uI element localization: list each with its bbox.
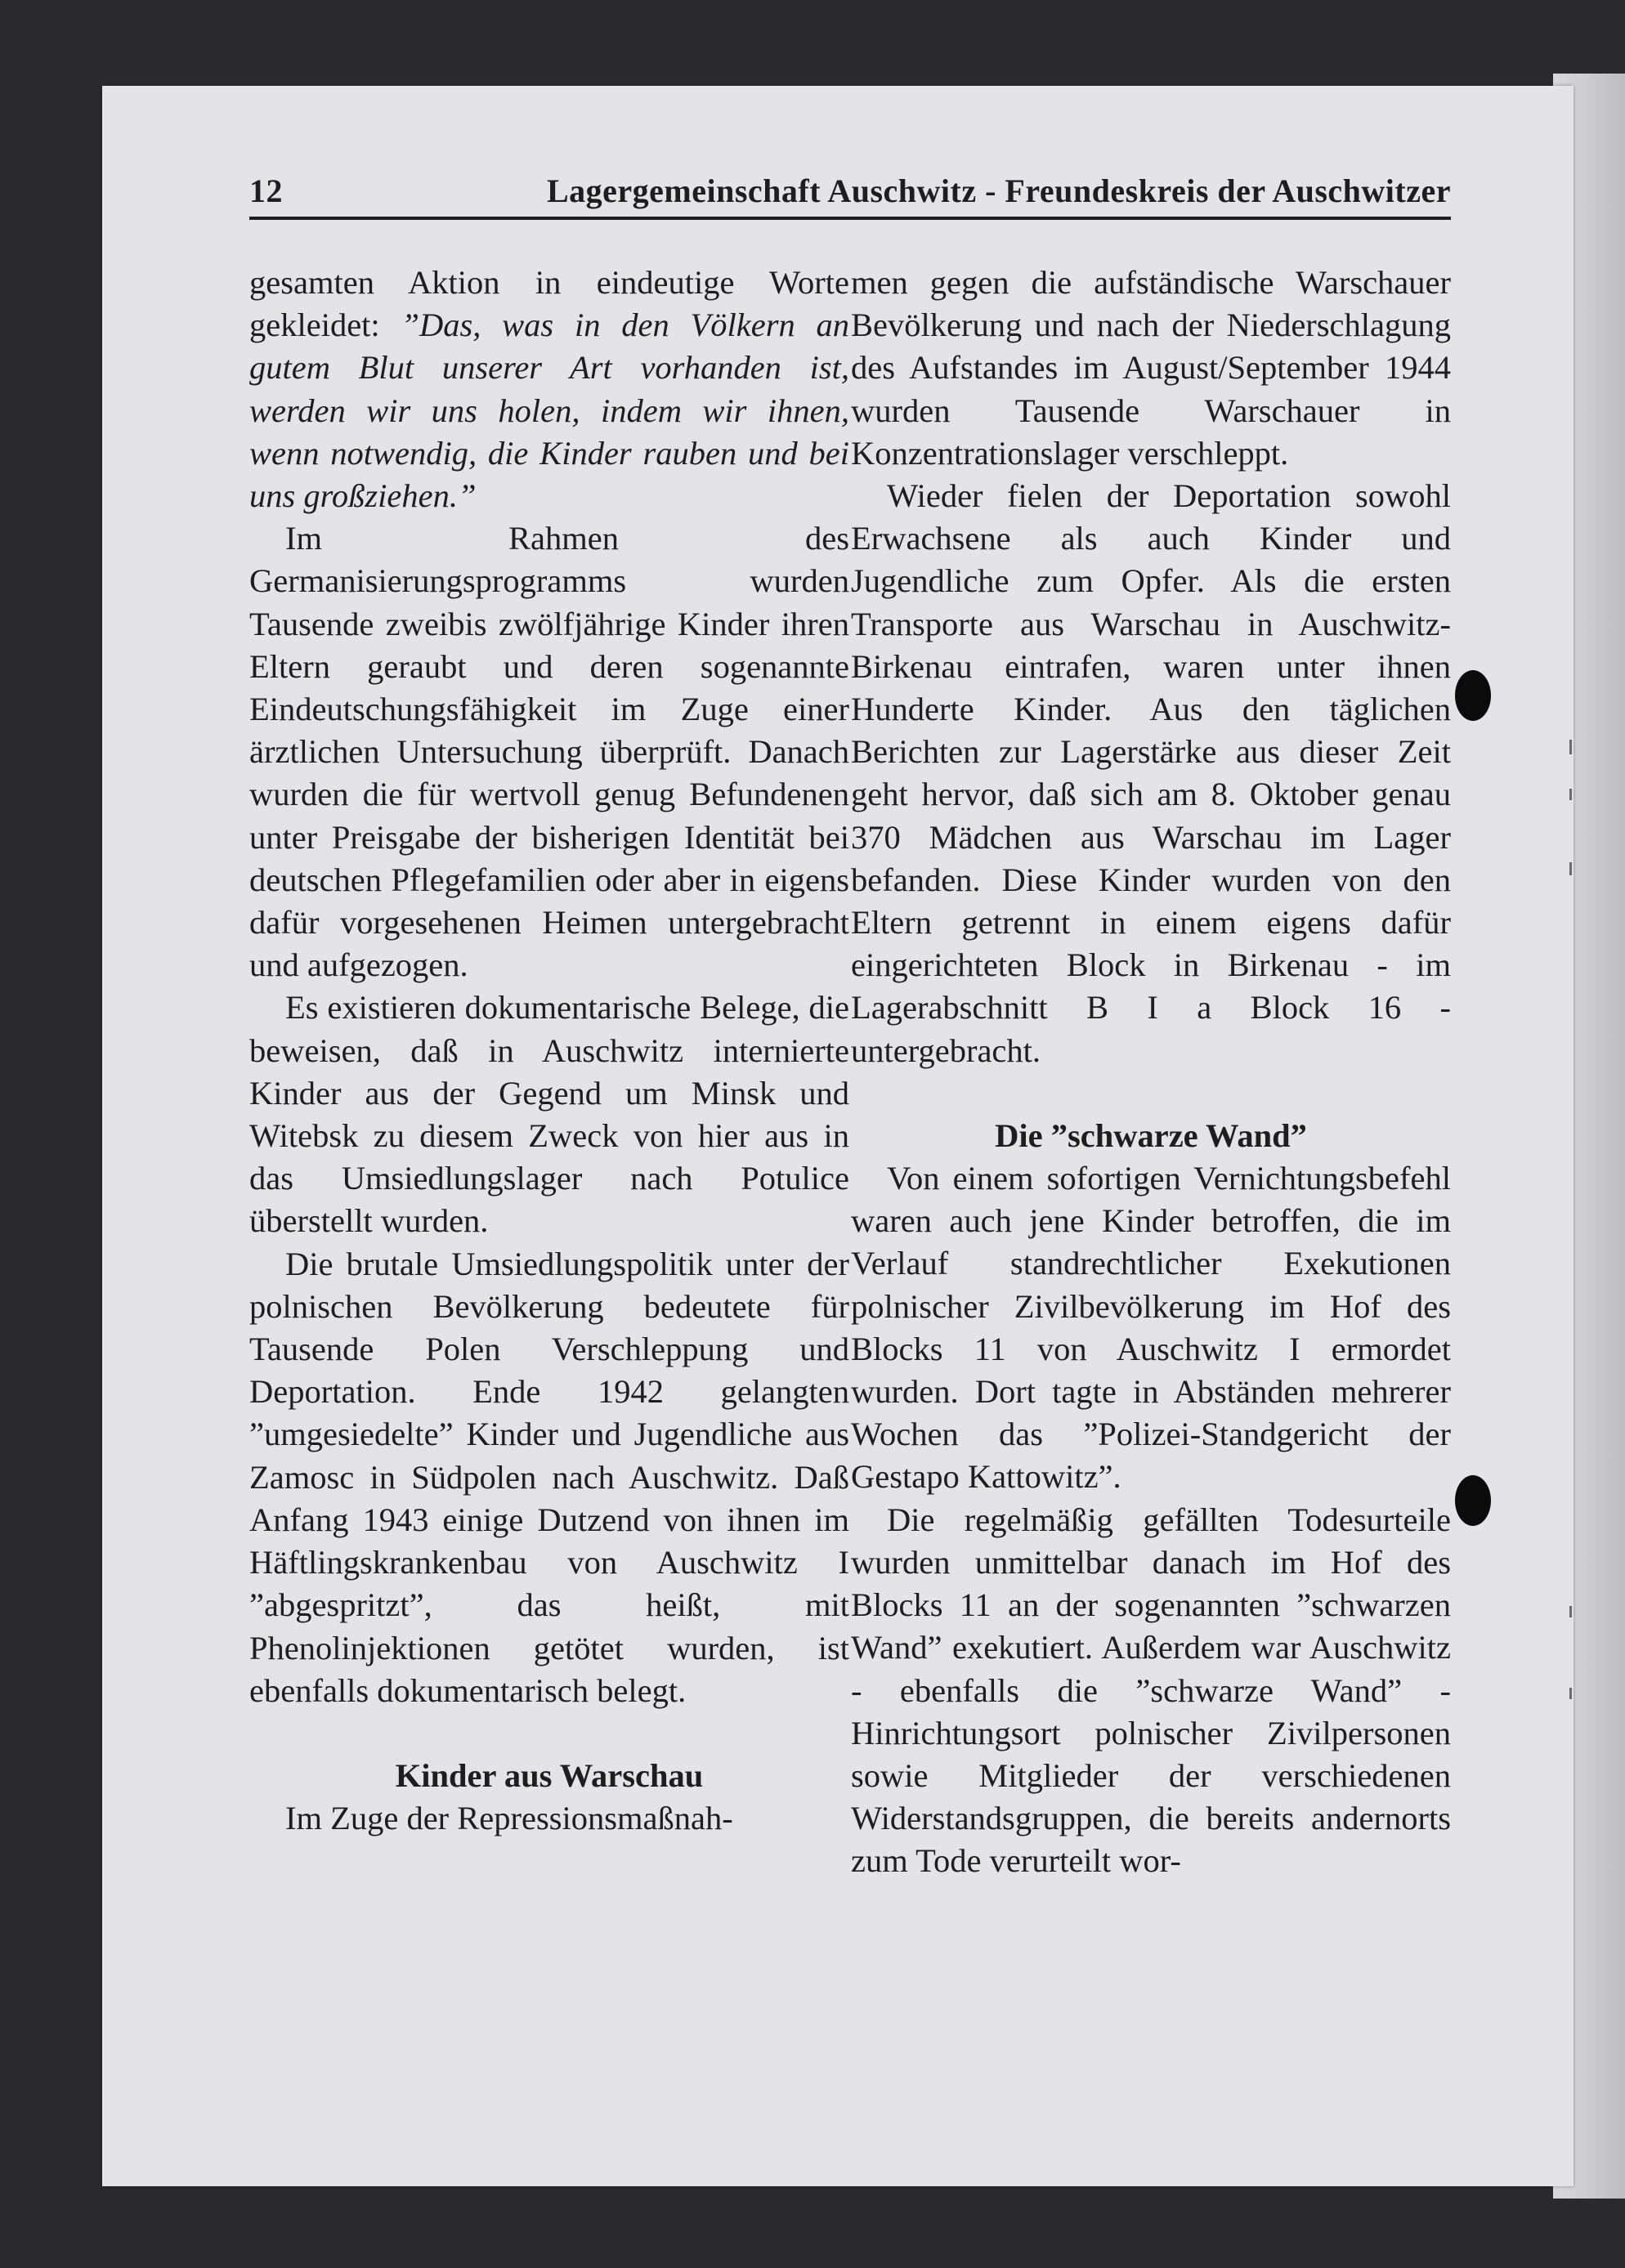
left-paragraph-5: Im Zuge der Repressionsmaßnah- [285,1800,733,1837]
page-mark [1569,1688,1572,1699]
right-paragraph-1: men gegen die aufständische Warschauer Bevölkerung und nach der Niederschlagung des Aufstandes im August/September 1944 wurden Tausende Warschauer in Konzentrationslager verschleppt. [851,264,1451,472]
section-heading-kinder-aus-warschau: Kinder aus Warschau [395,1756,704,1794]
punch-hole-lower [1455,1475,1491,1526]
right-paragraph-4: Die regelmäßig gefällten Todesurteile wurden unmittelbar danach im Hof des Blocks 11 an der sogenannten ”schwarzen Wand” exekutiert. Außerdem war Auschwitz - ebenfalls die ”schwarze Wand” - Hinrichtungsort polnischer Zivilpersonen sowie Mitglieder der verschiedenen Widerstandsgruppen, die bereits andernorts zum Tode verurteilt wor- [851,1501,1451,1880]
document-page [102,86,1574,2186]
left-paragraph-1-text: gesamten Aktion in eindeutige Worte gekleidet: [249,264,849,344]
running-title: Lagergemeinschaft Auschwitz - Freundeskreis der Auschwitzer [546,172,1451,209]
section-heading-schwarze-wand: Die ”schwarze Wand” [995,1116,1307,1154]
left-paragraph-1 [249,262,849,517]
right-paragraph-3: Von einem sofortigen Vernichtungsbefehl waren auch jene Kinder betroffen, die im Verlauf standrechtlicher Exekutionen polnischer Zivilbevölkerung im Hof des Blocks 11 von Auschwitz I ermordet wurden. Dort tagte in Abständen mehrerer Wochen das ”Polizei-Standgericht der Gestapo Kattowitz”. [851,1160,1451,1496]
right-column [851,262,1451,1883]
right-paragraph-2: Wieder fielen der Deportation sowohl Erwachsene als auch Kinder und Jugendliche zum Opfer. Als die ersten Transporte aus Warschau in Auschwitz-Birkenau eintrafen, waren unter ihnen Hunderte Kinder. Aus den täglichen Berichten zur Lagerstärke aus dieser Zeit geht hervor, daß sich am 8. Oktober genau 370 Mädchen aus Warschau im Lager befanden. Diese Kinder wurden von den Eltern getrennt in einem eigens dafür eingerichteten Block in Birkenau - im Lagerabschnitt B I a Block 16 - untergebracht. [851,477,1451,1069]
left-paragraph-3: Es existieren dokumentarische Belege, die beweisen, daß in Auschwitz internierte Kinder aus der Gegend um Minsk und Witebsk zu diesem Zweck von hier aus in das Umsiedlungslager nach Potulice überstellt wurden. [249,989,849,1240]
page-mark [1569,740,1572,754]
page-mark [1569,789,1572,800]
punch-hole-upper [1455,670,1491,721]
left-paragraph-1-quote: ”Das, was in den Völkern an gutem Blut unserer Art vorhanden ist, werden wir uns holen, indem wir ihnen, wenn notwendig, die Kinder rauben und bei uns großziehen.” [249,306,849,515]
page-header [249,168,1451,220]
page-number: 12 [249,172,283,209]
page-mark [1569,1606,1572,1617]
left-paragraph-2: Im Rahmen des Germanisierungsprogramms wurden Tausende zweibis zwölfjährige Kinder ihren Eltern geraubt und deren sogenannte Eindeutschungsfähigkeit im Zuge einer ärztlichen Untersuchung überprüft. Danach wurden die für wertvoll genug Befundenen unter Preisgabe der bisherigen Identität bei deutschen Pflegefamilien oder aber in eigens dafür vorgesehenen Heimen untergebracht und aufgezogen. [249,520,849,984]
left-paragraph-4: Die brutale Umsiedlungspolitik unter der polnischen Bevölkerung bedeutete für Tausende Polen Verschleppung und Deportation. Ende 1942 gelangten ”umgesiedelte” Kinder und Jugendliche aus Zamosc in Südpolen nach Auschwitz. Daß Anfang 1943 einige Dutzend von ihnen im Häftlingskrankenbau von Auschwitz I ”abgespritzt”, das heißt, mit Phenolinjektionen getötet wurden, ist ebenfalls dokumentarisch belegt. [249,1245,849,1709]
left-column [249,262,849,1840]
page-mark [1569,862,1572,875]
